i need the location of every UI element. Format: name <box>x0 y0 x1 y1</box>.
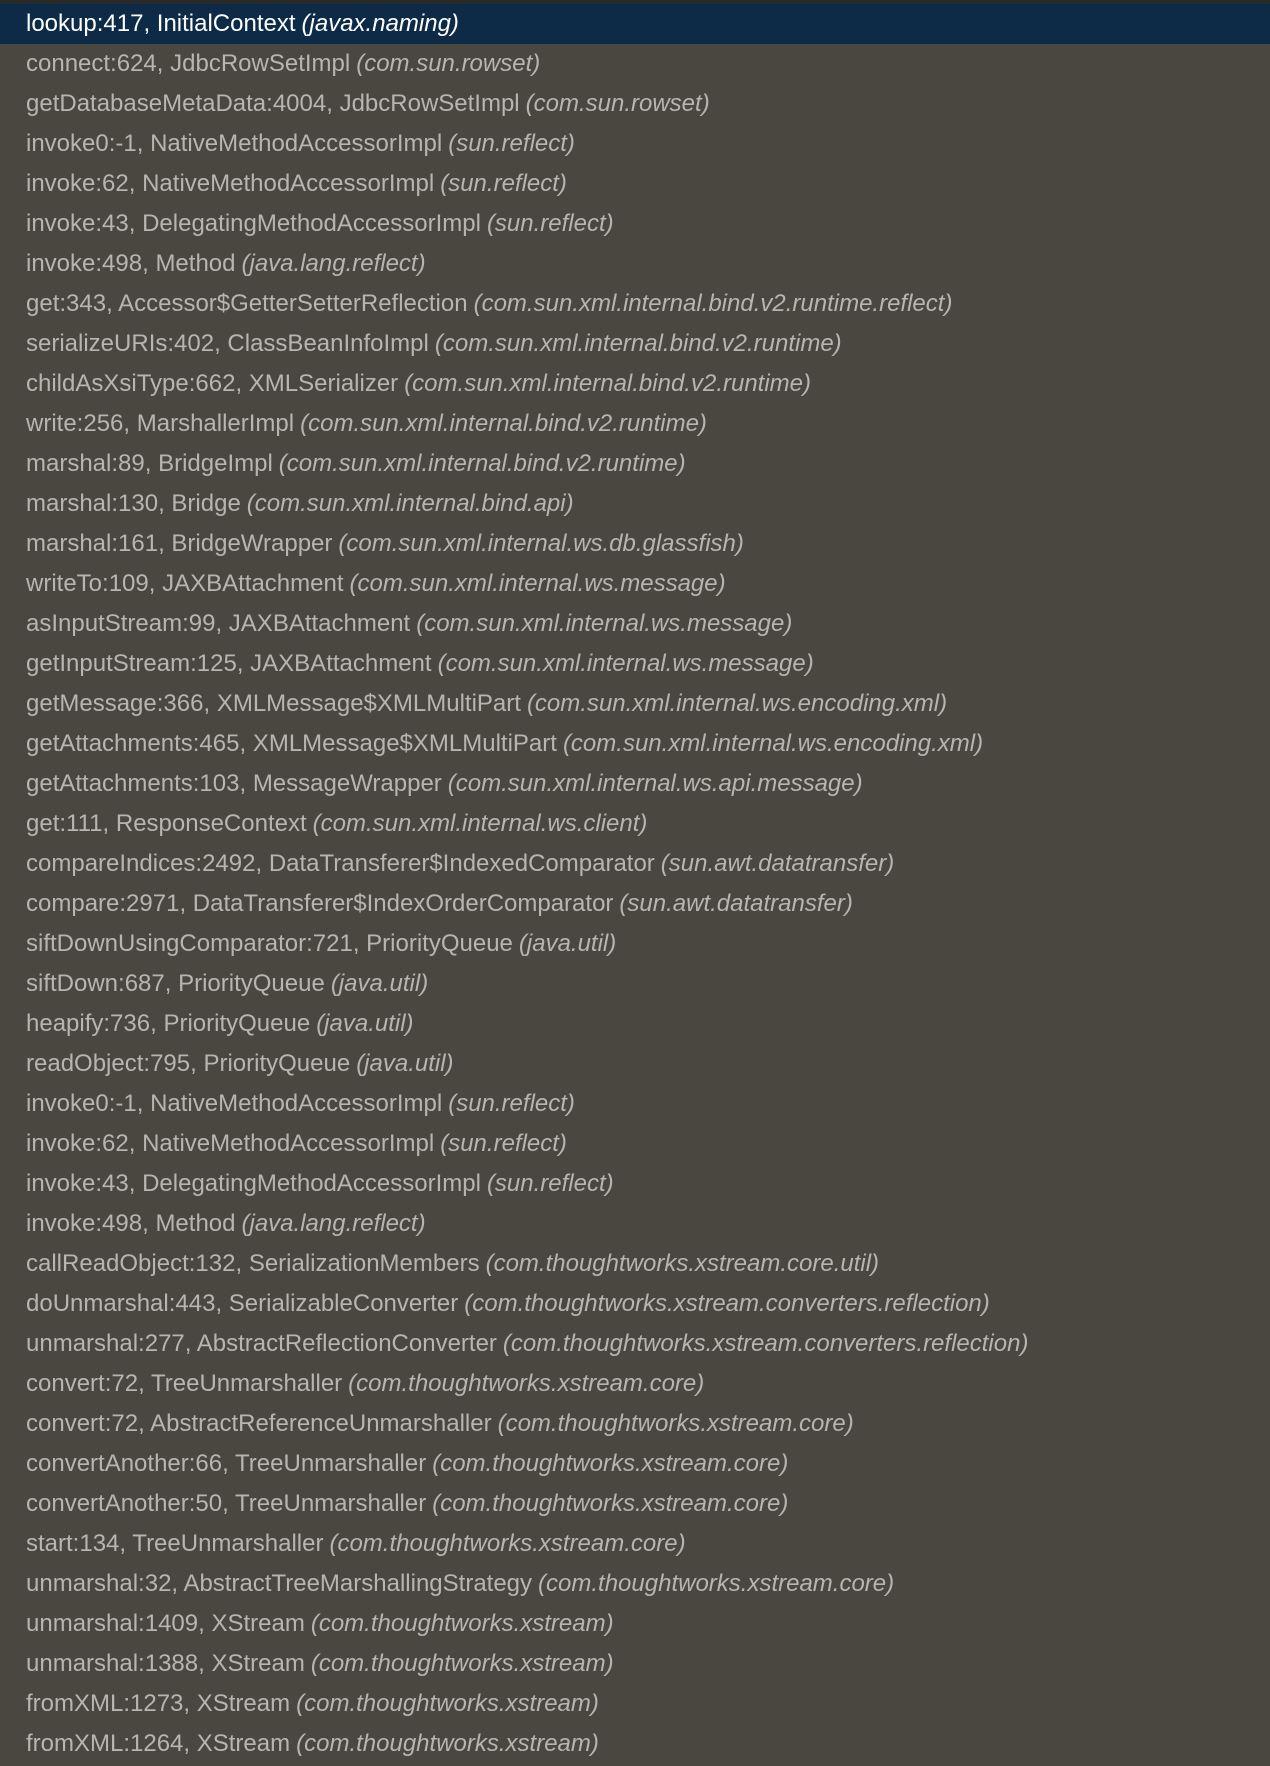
frame-package-name: (com.sun.rowset) <box>525 90 710 117</box>
frame-method-line: write:256 <box>26 410 124 437</box>
frame-method-line: callReadObject:132 <box>26 1250 236 1277</box>
frame-method-line: compareIndices:2492 <box>26 850 256 877</box>
frame-class-name: XMLSerializer <box>248 370 399 397</box>
frame-package-name: (sun.awt.datatransfer) <box>660 850 895 877</box>
frame-class-name: AbstractReferenceUnmarshaller <box>150 1410 492 1437</box>
frame-class-name: JdbcRowSetImpl <box>170 50 351 77</box>
frame-package-name: (com.thoughtworks.xstream) <box>296 1730 599 1757</box>
stack-frame-row[interactable] <box>0 1444 1270 1484</box>
frame-class-name: InitialContext <box>156 10 296 37</box>
stack-frame-row[interactable] <box>0 724 1270 764</box>
frame-separator: , <box>198 1610 212 1637</box>
frame-method-line: fromXML:1273 <box>26 1690 184 1717</box>
frame-package-name: (java.lang.reflect) <box>241 1210 426 1237</box>
frame-package-name: (com.thoughtworks.xstream) <box>296 1690 599 1717</box>
stack-frame-row[interactable] <box>0 44 1270 84</box>
frame-method-line: siftDownUsingComparator:721 <box>26 930 353 957</box>
frame-package-name: (com.thoughtworks.xstream.core) <box>432 1490 789 1517</box>
frame-package-name: (com.thoughtworks.xstream.core) <box>497 1410 854 1437</box>
frame-class-name: Method <box>155 250 236 277</box>
frame-separator: , <box>148 570 163 597</box>
frame-class-name: XStream <box>196 1690 291 1717</box>
stack-frame-row[interactable] <box>0 124 1270 164</box>
frame-class-name: DataTransferer$IndexedComparator <box>268 850 655 877</box>
frame-package-name: (com.sun.xml.internal.ws.message) <box>437 650 814 677</box>
frame-separator: , <box>239 770 253 797</box>
stack-frame-row[interactable] <box>0 524 1270 564</box>
frame-separator: , <box>222 1490 236 1517</box>
stack-frame-row[interactable] <box>0 804 1270 844</box>
frame-separator: , <box>144 450 159 477</box>
frame-method-line: get:111 <box>26 810 103 837</box>
frame-class-name: PriorityQueue <box>366 930 513 957</box>
frame-package-name: (com.sun.xml.internal.bind.v2.runtime) <box>404 370 812 397</box>
frame-package-name: (sun.reflect) <box>486 1170 614 1197</box>
frame-separator: , <box>138 1370 151 1397</box>
frame-separator: , <box>150 1010 164 1037</box>
frame-method-line: unmarshal:1388 <box>26 1650 199 1677</box>
frame-method-line: getDatabaseMetaData:4004 <box>26 90 327 117</box>
stack-frame-row[interactable] <box>0 1244 1270 1284</box>
frame-method-line: childAsXsiType:662 <box>26 370 236 397</box>
frame-separator: , <box>235 370 249 397</box>
frame-method-line: convert:72 <box>26 1370 139 1397</box>
frame-separator: , <box>183 1730 197 1757</box>
frame-class-name: XMLMessage$XMLMultiPart <box>216 690 521 717</box>
frame-separator: , <box>183 1690 197 1717</box>
stack-frame-row[interactable] <box>0 364 1270 404</box>
frame-class-name: ResponseContext <box>115 810 307 837</box>
frame-class-name: TreeUnmarshaller <box>150 1370 343 1397</box>
frame-method-line: invoke:43 <box>26 210 129 237</box>
frame-package-name: (com.sun.xml.internal.ws.message) <box>349 570 726 597</box>
stack-frame-row[interactable] <box>0 844 1270 884</box>
frame-package-name: (com.sun.rowset) <box>356 50 541 77</box>
frame-separator: , <box>102 810 116 837</box>
frame-separator: , <box>235 1250 249 1277</box>
frame-package-name: (sun.reflect) <box>440 1130 567 1157</box>
stack-frame-row[interactable] <box>0 1204 1270 1244</box>
stack-frame-row[interactable] <box>0 1564 1270 1604</box>
stack-frame-row[interactable] <box>0 764 1270 804</box>
frame-package-name: (com.thoughtworks.xstream.core.util) <box>485 1250 880 1277</box>
frame-package-name: (com.sun.xml.internal.bind.v2.runtime) <box>278 450 686 477</box>
stack-frame-row[interactable] <box>0 644 1270 684</box>
frame-class-name: NativeMethodAccessorImpl <box>150 130 443 157</box>
frame-separator: , <box>184 1330 197 1357</box>
stack-frame-row[interactable] <box>0 1604 1270 1644</box>
frame-separator: , <box>326 90 340 117</box>
frame-package-name: (java.lang.reflect) <box>241 250 426 277</box>
stack-frame-row[interactable] <box>0 1404 1270 1444</box>
frame-method-line: getInputStream:125 <box>26 650 237 677</box>
frame-method-line: readObject:795 <box>26 1050 191 1077</box>
frame-class-name: JdbcRowSetImpl <box>339 90 520 117</box>
frame-separator: , <box>164 970 179 997</box>
frame-method-line: invoke:62 <box>26 170 129 197</box>
frame-method-line: invoke0:-1 <box>26 130 137 157</box>
stack-frame-row[interactable] <box>0 284 1270 324</box>
frame-class-name: Method <box>155 1210 236 1237</box>
frame-method-line: invoke:43 <box>26 1170 129 1197</box>
frame-class-name: JAXBAttachment <box>250 650 432 677</box>
frame-separator: , <box>138 1410 151 1437</box>
frame-separator: , <box>203 690 217 717</box>
stack-frame-row[interactable] <box>0 1644 1270 1684</box>
frame-package-name: (sun.reflect) <box>448 130 575 157</box>
stack-frame-row[interactable] <box>0 684 1270 724</box>
stack-frame-row[interactable] <box>0 564 1270 604</box>
frame-class-name: PriorityQueue <box>163 1010 311 1037</box>
frame-package-name: (java.util) <box>518 930 617 957</box>
frame-package-name: (com.sun.xml.internal.bind.v2.runtime.reflect) <box>473 290 953 317</box>
stack-frame-row[interactable] <box>0 4 1270 44</box>
frame-package-name: (com.thoughtworks.xstream.core) <box>329 1530 686 1557</box>
frame-class-name: TreeUnmarshaller <box>235 1490 427 1517</box>
frame-method-line: unmarshal:277 <box>26 1330 185 1357</box>
frame-class-name: BridgeImpl <box>158 450 273 477</box>
frame-separator: , <box>128 1170 143 1197</box>
frame-separator: , <box>128 1130 143 1157</box>
frame-separator: , <box>236 650 251 677</box>
frame-method-line: getMessage:366 <box>26 690 204 717</box>
frame-separator: , <box>123 410 137 437</box>
frame-package-name: (com.sun.xml.internal.ws.db.glassfish) <box>338 530 744 557</box>
stack-frame-row[interactable] <box>0 1724 1270 1764</box>
frame-class-name: AbstractTreeMarshallingStrategy <box>183 1570 533 1597</box>
frame-separator: , <box>142 250 156 277</box>
stack-frame-row[interactable] <box>0 1044 1270 1084</box>
frame-package-name: (java.util) <box>330 970 429 997</box>
frame-package-name: (com.sun.xml.internal.ws.client) <box>312 810 648 837</box>
stack-frame-row[interactable] <box>0 164 1270 204</box>
frame-package-name: (com.thoughtworks.xstream.core) <box>538 1570 895 1597</box>
frame-separator: , <box>215 1290 229 1317</box>
frame-package-name: (java.util) <box>316 1010 414 1037</box>
frame-package-name: (com.sun.xml.internal.ws.encoding.xml) <box>562 730 984 757</box>
stack-frame-row[interactable] <box>0 1284 1270 1324</box>
frame-package-name: (com.sun.xml.internal.ws.api.message) <box>447 770 863 797</box>
frame-separator: , <box>352 930 367 957</box>
frame-method-line: heapify:736 <box>26 1010 151 1037</box>
frame-class-name: AbstractReflectionConverter <box>196 1330 497 1357</box>
frame-class-name: XStream <box>211 1650 305 1677</box>
stack-frame-row[interactable] <box>0 924 1270 964</box>
frame-separator: , <box>158 490 172 517</box>
frame-class-name: BridgeWrapper <box>171 530 333 557</box>
frame-class-name: XStream <box>211 1610 305 1637</box>
frame-separator: , <box>222 1450 236 1477</box>
frame-method-line: getAttachments:103 <box>26 770 240 797</box>
frame-separator: , <box>255 850 269 877</box>
frame-package-name: (com.thoughtworks.xstream) <box>310 1650 614 1677</box>
frame-method-line: convert:72 <box>26 1410 139 1437</box>
frame-separator: , <box>171 1570 184 1597</box>
stack-frame-row[interactable] <box>0 1684 1270 1724</box>
frame-class-name: DataTransferer$IndexOrderComparator <box>192 890 614 917</box>
frame-package-name: (com.sun.xml.internal.ws.message) <box>416 610 793 637</box>
frame-separator: , <box>143 10 157 37</box>
frame-separator: , <box>158 530 172 557</box>
stack-frame-row[interactable] <box>0 1004 1270 1044</box>
frame-class-name: SerializationMembers <box>248 1250 480 1277</box>
frame-class-name: NativeMethodAccessorImpl <box>142 170 435 197</box>
frame-class-name: XStream <box>196 1730 291 1757</box>
frame-separator: , <box>198 1650 212 1677</box>
frame-separator: , <box>215 610 229 637</box>
frame-class-name: TreeUnmarshaller <box>235 1450 427 1477</box>
frame-package-name: (com.thoughtworks.xstream.core) <box>432 1450 789 1477</box>
frame-method-line: marshal:130 <box>26 490 159 517</box>
frame-class-name: Bridge <box>171 490 241 517</box>
stack-frame-row[interactable] <box>0 444 1270 484</box>
frame-package-name: (com.sun.xml.internal.bind.api) <box>246 490 574 517</box>
frame-separator: , <box>179 890 193 917</box>
stack-frame-row[interactable] <box>0 1324 1270 1364</box>
frame-package-name: (com.thoughtworks.xstream.converters.reflection) <box>502 1330 1029 1357</box>
frame-separator: , <box>156 50 171 77</box>
frame-class-name: SerializableConverter <box>228 1290 459 1317</box>
frame-separator: , <box>190 1050 204 1077</box>
frame-method-line: asInputStream:99 <box>26 610 216 637</box>
stack-frame-row[interactable] <box>0 1364 1270 1404</box>
stack-frame-row[interactable] <box>0 404 1270 444</box>
frame-separator: , <box>136 1090 151 1117</box>
frame-class-name: DelegatingMethodAccessorImpl <box>142 210 481 237</box>
frame-method-line: siftDown:687 <box>26 970 165 997</box>
frame-class-name: Accessor$GetterSetterReflection <box>118 290 468 317</box>
frame-method-line: lookup:417 <box>26 10 144 37</box>
frame-method-line: invoke:62 <box>26 1130 129 1157</box>
frame-method-line: doUnmarshal:443 <box>26 1290 216 1317</box>
frame-method-line: getAttachments:465 <box>26 730 240 757</box>
frame-separator: , <box>136 130 151 157</box>
frame-separator: , <box>239 730 253 757</box>
stack-frame-row[interactable] <box>0 1164 1270 1204</box>
frame-separator: , <box>128 170 143 197</box>
frame-method-line: start:134 <box>26 1530 120 1557</box>
frame-class-name: PriorityQueue <box>178 970 325 997</box>
stack-frame-row[interactable] <box>0 1084 1270 1124</box>
frame-method-line: marshal:161 <box>26 530 159 557</box>
frame-class-name: JAXBAttachment <box>228 610 411 637</box>
frame-method-line: invoke0:-1 <box>26 1090 137 1117</box>
stack-frame-row[interactable] <box>0 204 1270 244</box>
frame-separator: , <box>142 1210 156 1237</box>
stack-frame-row[interactable] <box>0 884 1270 924</box>
frame-class-name: XMLMessage$XMLMultiPart <box>252 730 557 757</box>
frame-method-line: unmarshal:1409 <box>26 1610 199 1637</box>
frame-class-name: ClassBeanInfoImpl <box>227 330 429 357</box>
frame-method-line: connect:624 <box>26 50 157 77</box>
frame-package-name: (sun.awt.datatransfer) <box>619 890 853 917</box>
frame-package-name: (com.thoughtworks.xstream.converters.reflection) <box>464 1290 990 1317</box>
frame-class-name: MessageWrapper <box>252 770 442 797</box>
frame-package-name: (com.sun.xml.internal.ws.encoding.xml) <box>526 690 948 717</box>
frame-class-name: TreeUnmarshaller <box>132 1530 324 1557</box>
frame-package-name: (sun.reflect) <box>448 1090 575 1117</box>
frame-class-name: JAXBAttachment <box>162 570 344 597</box>
frame-package-name: (com.thoughtworks.xstream.core) <box>348 1370 705 1397</box>
frame-package-name: (sun.reflect) <box>440 170 567 197</box>
frame-method-line: compare:2971 <box>26 890 180 917</box>
frame-package-name: (javax.naming) <box>301 10 459 37</box>
stack-frame-row[interactable] <box>0 484 1270 524</box>
stack-frame-row[interactable] <box>0 84 1270 124</box>
frame-package-name: (sun.reflect) <box>486 210 614 237</box>
frame-package-name: (com.sun.xml.internal.bind.v2.runtime) <box>434 330 842 357</box>
frame-package-name: (com.sun.xml.internal.bind.v2.runtime) <box>300 410 707 437</box>
frame-method-line: convertAnother:66 <box>26 1450 223 1477</box>
stack-frame-row[interactable] <box>0 1124 1270 1164</box>
frame-separator: , <box>128 210 143 237</box>
frame-method-line: convertAnother:50 <box>26 1490 223 1517</box>
frame-separator: , <box>214 330 228 357</box>
frame-method-line: writeTo:109 <box>26 570 149 597</box>
frame-method-line: invoke:498 <box>26 1210 143 1237</box>
frame-package-name: (com.thoughtworks.xstream) <box>310 1610 614 1637</box>
frame-class-name: NativeMethodAccessorImpl <box>142 1130 435 1157</box>
frame-class-name: MarshallerImpl <box>136 410 295 437</box>
stack-frame-row[interactable] <box>0 604 1270 644</box>
stack-frame-row[interactable] <box>0 964 1270 1004</box>
stack-frame-row[interactable] <box>0 244 1270 284</box>
frame-class-name: PriorityQueue <box>203 1050 351 1077</box>
frame-package-name: (java.util) <box>356 1050 454 1077</box>
frame-class-name: DelegatingMethodAccessorImpl <box>142 1170 481 1197</box>
stack-frame-row[interactable] <box>0 324 1270 364</box>
stack-frame-list <box>0 4 1270 1764</box>
frame-method-line: get:343 <box>26 290 107 317</box>
frame-class-name: NativeMethodAccessorImpl <box>150 1090 443 1117</box>
frame-method-line: unmarshal:32 <box>26 1570 172 1597</box>
frame-separator: , <box>119 1530 133 1557</box>
frame-method-line: fromXML:1264 <box>26 1730 184 1757</box>
frame-method-line: marshal:89 <box>26 450 145 477</box>
frame-method-line: invoke:498 <box>26 250 143 277</box>
stack-frame-row[interactable] <box>0 1524 1270 1564</box>
frame-separator: , <box>106 290 119 317</box>
frame-method-line: serializeURIs:402 <box>26 330 215 357</box>
stack-frame-row[interactable] <box>0 1484 1270 1524</box>
